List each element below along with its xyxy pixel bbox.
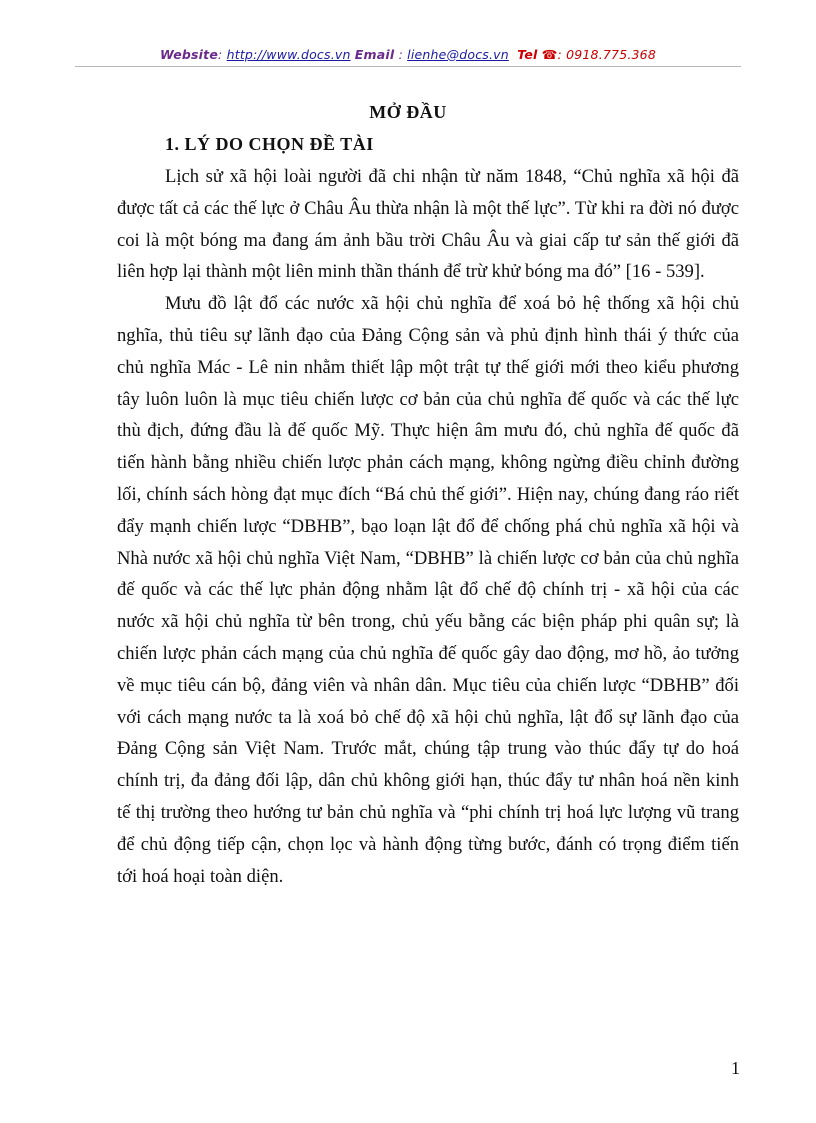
header-divider: [75, 66, 741, 67]
document-body: [117, 161, 739, 892]
website-link[interactable]: http://www.docs.vn: [226, 47, 351, 62]
page-number: 1: [731, 1058, 740, 1078]
phone-number: : 0918.775.368: [557, 47, 656, 62]
website-separator: :: [218, 47, 223, 62]
email-link[interactable]: lienhe@docs.vn: [407, 47, 509, 62]
website-label: Website: [160, 47, 218, 62]
email-separator: :: [398, 47, 403, 62]
section-heading: 1. LÝ DO CHỌN ĐỀ TÀI: [165, 134, 374, 154]
page-title: MỞ ĐẦU: [369, 102, 447, 122]
phone-icon: ☎: [541, 47, 558, 62]
paragraph-1: Lịch sử xã hội loài người đã chi nhận từ năm 1848, “Chủ nghĩa xã hội đã được tất cả các thế lực ở Châu Âu thừa nhận là một thế lực”. Từ khi ra đời nó được coi là một bóng ma đang ám ảnh bầu trời Châu Âu và giai cấp tư sản thế giới đã liên hợp lại thành một liên minh thần thánh để trừ khử bóng ma đó” [16 - 539].: [117, 166, 739, 283]
tel-label: Tel: [517, 47, 538, 62]
email-label: Email: [354, 47, 395, 62]
page-header: [75, 47, 741, 62]
paragraph-2: Mưu đồ lật đổ các nước xã hội chủ nghĩa để xoá bỏ hệ thống xã hội chủ nghĩa, thủ tiêu sự lãnh đạo của Đảng Cộng sản và phủ định hình thái ý thức của chủ nghĩa Mác - Lê nin nhằm thiết lập một trật tự thế giới mới theo kiểu phương tây luôn luôn là mục tiêu chiến lược cơ bản của chủ nghĩa đế quốc và các thế lực thù địch, đứng đầu là đế quốc Mỹ. Thực hiện âm mưu đó, chủ nghĩa đế quốc đã tiến hành bằng nhiều chiến lược phản cách mạng, không ngừng điều chỉnh đường lối, chính sách hòng đạt mục đích “Bá chủ thế giới”. Hiện nay, chúng đang ráo riết đẩy mạnh chiến lược “DBHB”, bạo loạn lật đổ để chống phá chủ nghĩa xã hội và Nhà nước xã hội chủ nghĩa Việt Nam, “DBHB” là chiến lược cơ bản của chủ nghĩa đế quốc và các thế lực phản động nhằm lật đổ chế độ chính trị - xã hội của các nước xã hội chủ nghĩa từ bên trong, chủ yếu bằng các biện pháp phi quân sự; là chiến lược phản cách mạng của chủ nghĩa đế quốc gây dao động, mơ hồ, ảo tưởng về mục tiêu cán bộ, đảng viên và nhân dân. Mục tiêu của chiến lược “DBHB” đối với cách mạng nước ta là xoá bỏ chế độ xã hội chủ nghĩa, lật đổ sự lãnh đạo của Đảng Cộng sản Việt Nam. Trước mắt, chúng tập trung vào thúc đẩy tự do hoá chính trị, đa đảng đối lập, dân chủ không giới hạn, thúc đẩy tư nhân hoá nền kinh tế thị trường theo hướng tư bản chủ nghĩa và “phi chính trị hoá lực lượng vũ trang để chủ động tiếp cận, chọn lọc và hành động từng bước, đánh có trọng điểm tiến tới hoá hoại toàn diện.: [117, 293, 739, 887]
